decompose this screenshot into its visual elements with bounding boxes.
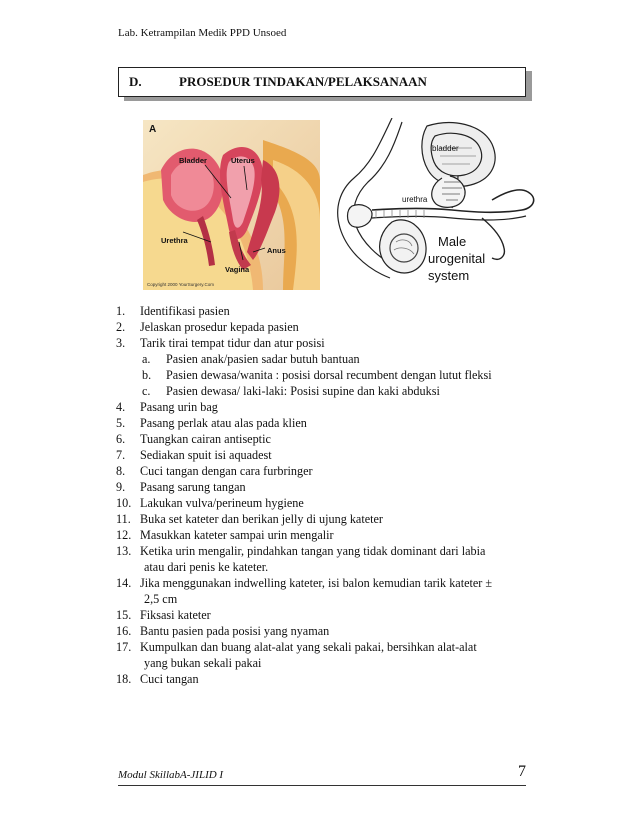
step-item: 4. Pasang urin bag [116, 400, 218, 414]
step-item: 14. Jika menggunakan indwelling kateter, isi balon kemudian tarik kateter ± 2,5 cm [116, 576, 493, 606]
step-item: 15. Fiksasi kateter [116, 608, 211, 622]
male-caption-line1: Male [438, 234, 467, 249]
procedure-steps [116, 303, 542, 687]
label-vagina: Vagina [225, 265, 250, 274]
substep-item: b. Pasien dewasa/wanita : posisi dorsal recumbent dengan lutut fleksi [142, 368, 492, 382]
step-item: 1. Identifikasi pasien [116, 304, 230, 318]
label-anus: Anus [267, 246, 286, 255]
section-box [118, 67, 526, 97]
label-urethra: Urethra [161, 236, 188, 245]
step-item: 11. Buka set kateter dan berikan jelly di ujung kateter [116, 512, 383, 526]
footer-title: Modul SkillabA-JILID I [118, 769, 224, 781]
step-item: 2. Jelaskan prosedur kepada pasien [116, 320, 299, 334]
substep-item: a. Pasien anak/pasien sadar butuh bantuan [142, 352, 360, 366]
figure-copyright: Copyright 2000 YourSurgery.Com [147, 282, 214, 287]
page-number: 7 [518, 763, 526, 780]
step-item: 13. Ketika urin mengalir, pindahkan tangan yang tidak dominant dari labia atau dari penis ke kateter. [116, 544, 486, 574]
step-item: 10. Lakukan vulva/perineum hygiene [116, 496, 304, 510]
step-item: 12. Masukkan kateter sampai urin mengalir [116, 528, 334, 542]
label-uterus: Uterus [231, 156, 255, 165]
male-caption-line2: urogenital [428, 251, 486, 266]
step-item: 9. Pasang sarung tangan [116, 480, 246, 494]
substeps [140, 351, 542, 399]
step-item: 6. Tuangkan cairan antiseptic [116, 432, 271, 446]
label-bladder-male: bladder [432, 144, 459, 153]
step-item: 16. Bantu pasien pada posisi yang nyaman [116, 624, 330, 638]
page-footer [118, 763, 526, 786]
step-item: 3. Tarik tirai tempat tidur dan atur posisi a. Pasien anak/pasien sadar butuh bantuan b. Pasien dewasa/wanita : posisi dorsal recumbent dengan lutut fleksi c. Pasien dewasa/ laki-laki: Posisi supine dan kaki abduksi [116, 335, 542, 399]
male-anatomy-figure [332, 118, 542, 288]
step-item: 8. Cuci tangan dengan cara furbringer [116, 464, 313, 478]
step-item: 5. Pasang perlak atau alas pada klien [116, 416, 307, 430]
label-bladder: Bladder [179, 156, 207, 165]
step-item: 17. Kumpulkan dan buang alat-alat yang sekali pakai, bersihkan alat-alat yang bukan sekali pakai [116, 640, 477, 670]
female-anatomy-figure [143, 120, 320, 290]
male-caption-line3: system [428, 268, 470, 283]
step-item: 18. Cuci tangan [116, 672, 199, 686]
substep-item: c. Pasien dewasa/ laki-laki: Posisi supine dan kaki abduksi [142, 384, 440, 398]
section-letter: D. [129, 74, 142, 89]
label-urethra-male: urethra [402, 195, 428, 204]
panel-label: A [149, 124, 157, 135]
section-heading [118, 67, 526, 101]
step-item: 7. Sediakan spuit isi aquadest [116, 448, 272, 462]
section-title: PROSEDUR TINDAKAN/PELAKSANAAN [179, 74, 427, 89]
running-header: Lab. Ketrampilan Medik PPD Unsoed [118, 27, 287, 39]
